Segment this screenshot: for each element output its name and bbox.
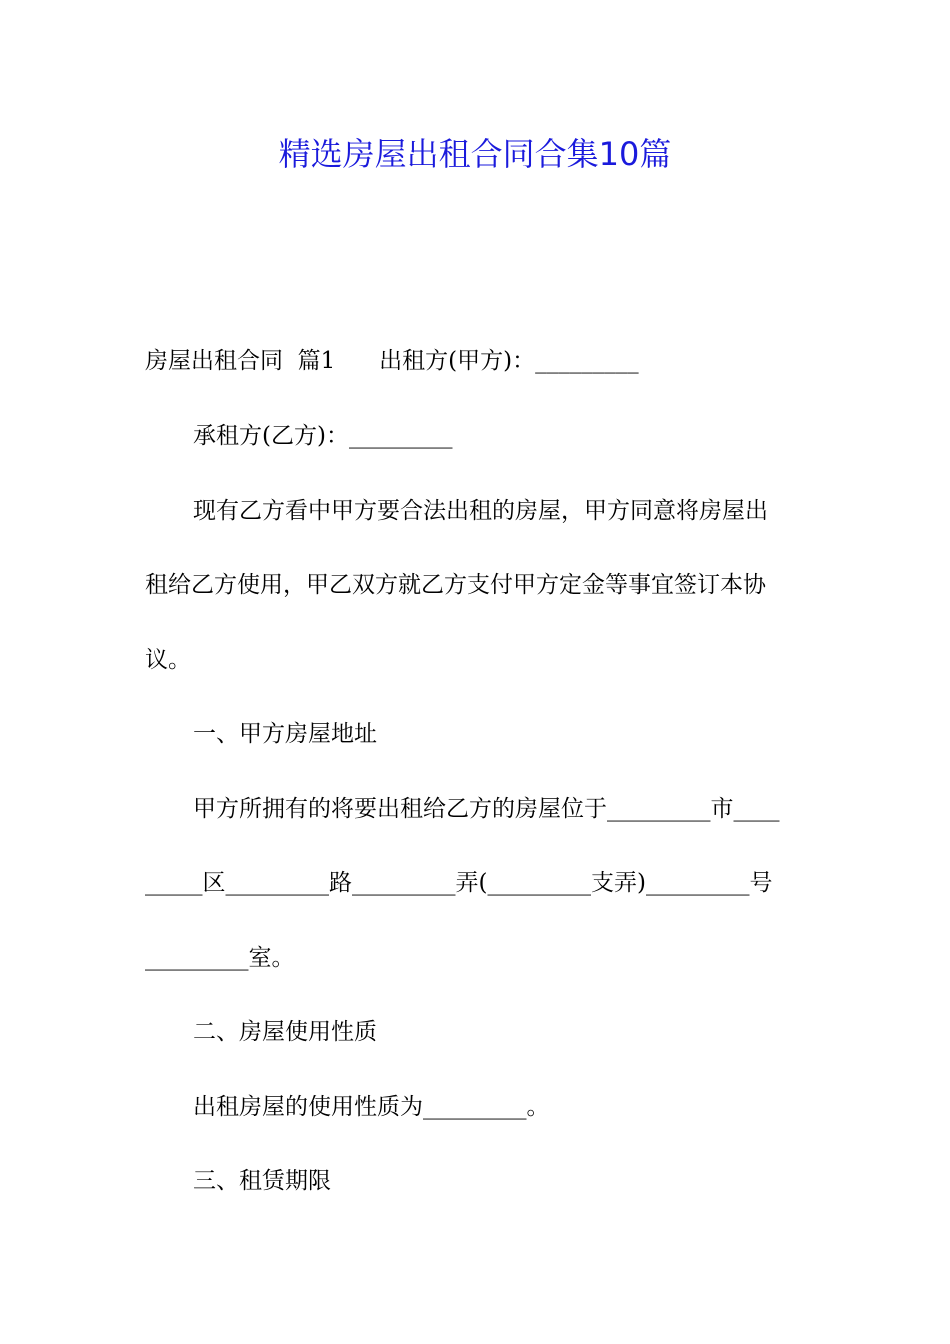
document-title: 精选房屋出租合同合集10篇 bbox=[278, 135, 672, 173]
paragraph-line: _____区_________路_________弄(_________支弄)_________号 bbox=[145, 870, 773, 896]
paragraph-line: 出租房屋的使用性质为_________。 bbox=[193, 1094, 550, 1120]
paragraph-line: 甲方所拥有的将要出租给乙方的房屋位于_________市____ bbox=[193, 796, 780, 822]
paragraph-line: _________室。 bbox=[145, 945, 295, 971]
section-heading: 一、甲方房屋地址 bbox=[193, 721, 377, 747]
paragraph-line: 议。 bbox=[145, 647, 191, 673]
lessee-line: 承租方(乙方)：_________ bbox=[193, 423, 453, 449]
section-heading: 三、租赁期限 bbox=[193, 1168, 331, 1194]
contract-heading-lessor-line: 房屋出租合同 篇1 出租方(甲方)：_________ bbox=[145, 348, 639, 374]
paragraph-line: 现有乙方看中甲方要合法出租的房屋，甲方同意将房屋出 bbox=[193, 498, 768, 524]
paragraph-line: 租给乙方使用，甲乙双方就乙方支付甲方定金等事宜签订本协 bbox=[145, 572, 766, 598]
section-heading: 二、房屋使用性质 bbox=[193, 1019, 377, 1045]
